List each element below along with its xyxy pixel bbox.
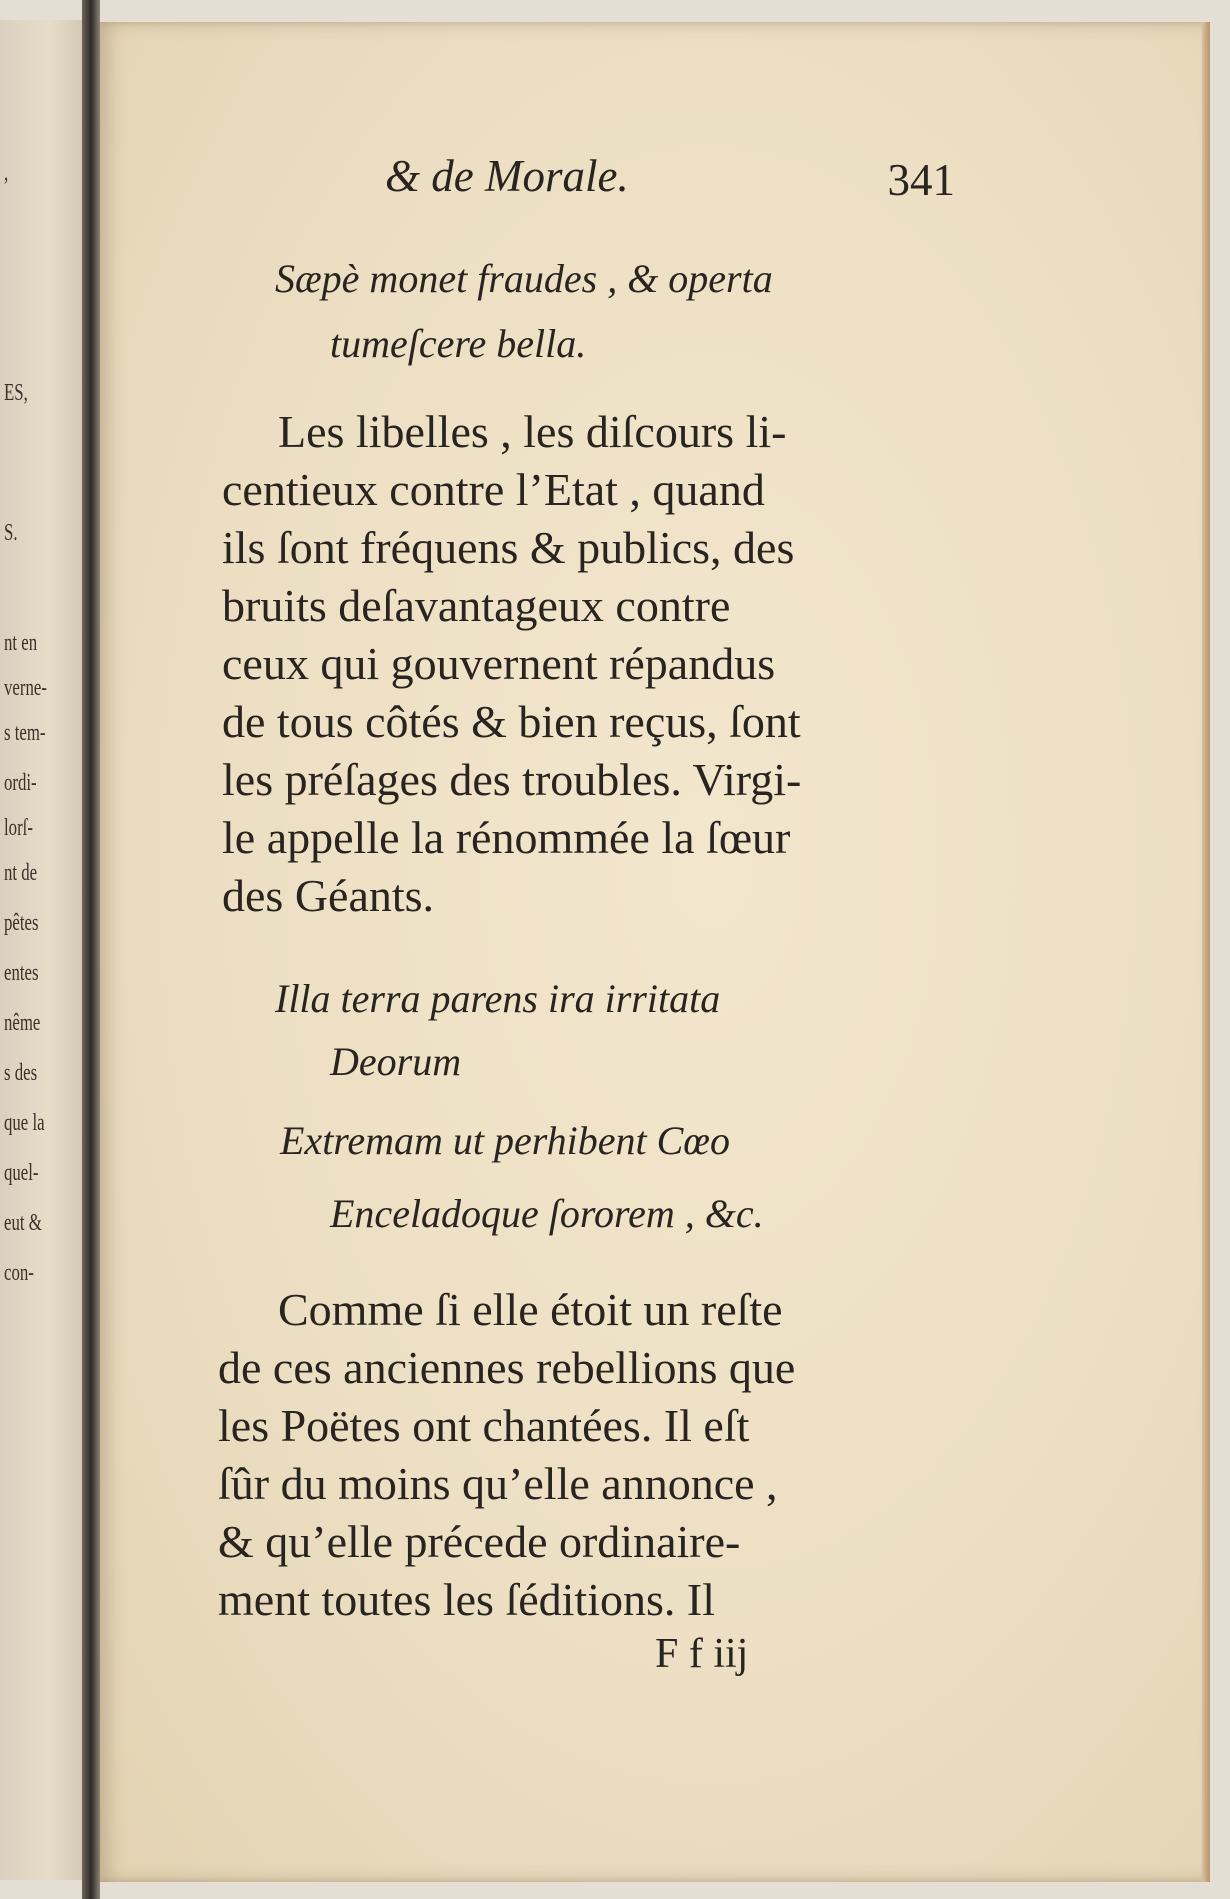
verse-line: Enceladoque ſororem , &c. <box>330 1191 764 1236</box>
facing-page-fragment: pêtes <box>4 910 39 936</box>
facing-page-fragment: quel- <box>4 1160 39 1186</box>
facing-page-fragment: entes <box>4 960 39 986</box>
facing-page-fragment: nême <box>4 1010 41 1036</box>
verse-line: Extremam ut perhibent Cœo <box>280 1118 730 1163</box>
verse-line: Sæpè monet fraudes , & operta <box>275 256 773 301</box>
facing-page-fragment: s tem- <box>4 720 46 746</box>
text-line: centieux contre l’Etat , quand <box>222 464 765 515</box>
text-line: des Géants. <box>222 870 435 921</box>
facing-page-fragment: ordi- <box>4 770 37 796</box>
facing-page-fragment: s des <box>4 1060 38 1086</box>
text-line: Les libelles , les diſcours li- <box>278 406 787 457</box>
facing-page-fragment: , <box>4 160 9 186</box>
text-line: & qu’elle précede ordinaire- <box>218 1516 741 1567</box>
facing-page-fragment: que la <box>4 1110 45 1136</box>
text-line: ils ſont fréquens & publics, des <box>222 522 795 573</box>
facing-page-fragment: nt de <box>4 860 38 886</box>
facing-page-fragment: S. <box>4 520 18 546</box>
text-line: de tous côtés & bien reçus, ſont <box>222 696 801 747</box>
page-edge <box>1202 22 1210 1882</box>
facing-page-fragment: lorſ- <box>4 815 33 841</box>
text-line: Comme ſi elle étoit un reſte <box>278 1284 783 1335</box>
running-title: & de Morale. <box>385 151 629 201</box>
facing-page-fragment: nt en <box>4 630 38 656</box>
signature-mark: F f iij <box>655 1631 749 1677</box>
text-line: le appelle la rénommée la ſœur <box>222 812 791 863</box>
facing-page-fragment: con- <box>4 1260 34 1286</box>
text-line: ceux qui gouvernent répandus <box>222 638 776 689</box>
book-gutter <box>82 0 100 1899</box>
facing-page-edge <box>0 20 82 1880</box>
verse-line: Deorum <box>330 1039 462 1084</box>
text-line: les Poëtes ont chantées. Il eſt <box>218 1400 750 1451</box>
page-number: 341 <box>887 155 955 205</box>
text-line: de ces anciennes rebellions que <box>218 1342 796 1393</box>
facing-page-fragment: ES, <box>4 380 28 406</box>
text-line: ment toutes les ſéditions. Il <box>218 1574 715 1625</box>
text-line: bruits deſavantageux contre <box>222 580 731 631</box>
running-header <box>285 150 955 210</box>
text-line: ſûr du moins qu’elle annonce , <box>218 1458 778 1509</box>
verse-line: tumeſcere bella. <box>330 321 587 366</box>
facing-page-fragment: verne- <box>4 675 47 701</box>
verse-line: Illa terra parens ira irritata <box>275 976 721 1021</box>
text-line: les préſages des troubles. Virgi- <box>222 754 802 805</box>
facing-page-fragment: eut & <box>4 1210 42 1236</box>
